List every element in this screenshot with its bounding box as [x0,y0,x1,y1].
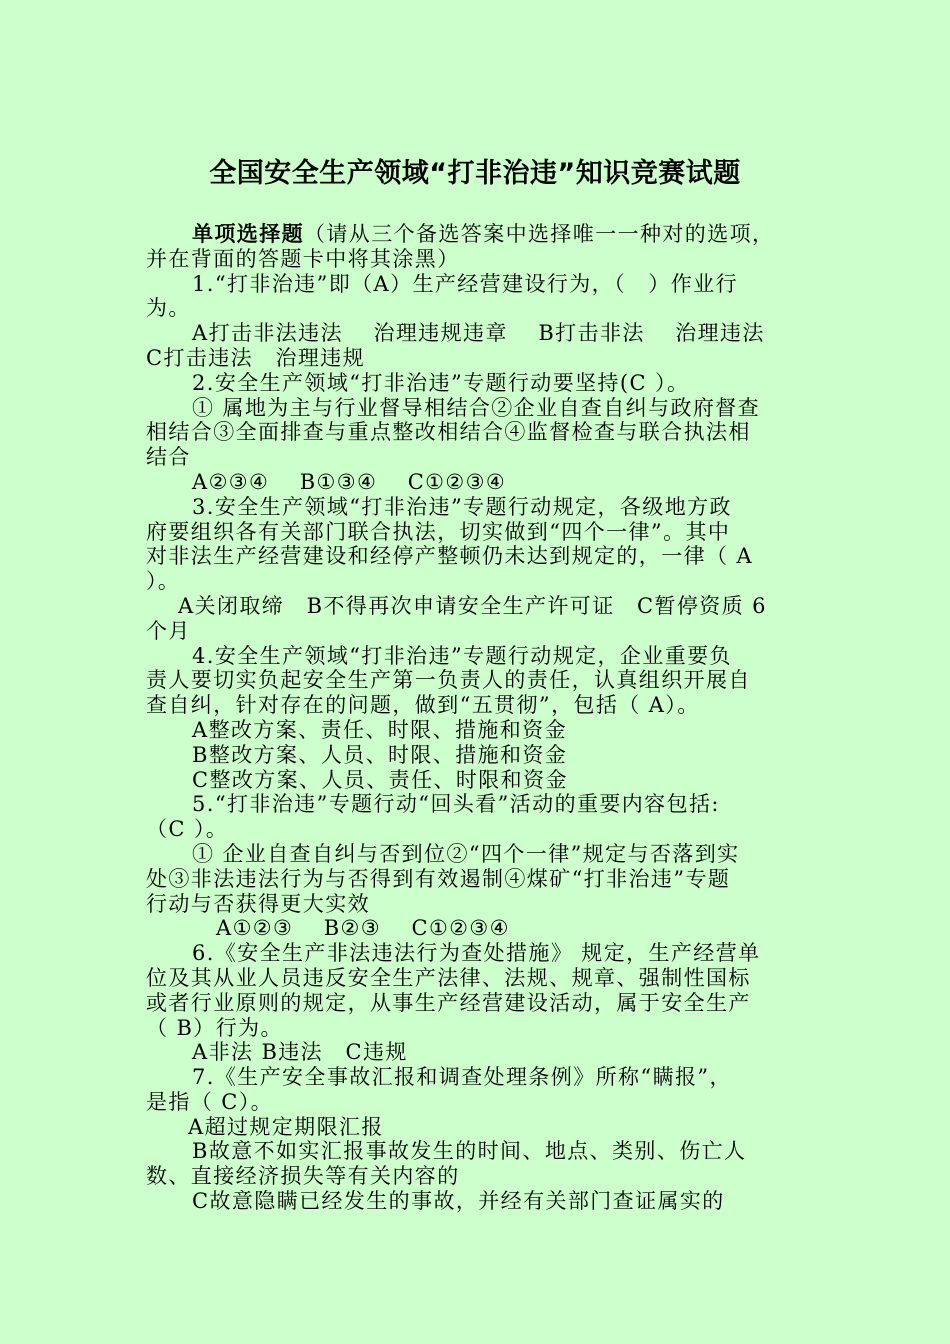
question-5-items-cont: 处③非法违法行为与否得到有效遏制④煤矿“打非治违”专题 [146,866,731,891]
question-6-stem: 6.《安全生产非法违法行为查处措施》 规定，生产经营单 [192,941,761,966]
question-4-option-b: B整改方案、人员、时限、措施和资金 [192,742,568,767]
section-label: 单项选择题 [192,222,304,246]
question-5-items: ① 企业自查自纠与否到位②“四个一律”规定与否落到实 [192,841,740,866]
question-7-option-b-cont: 数、直接经济损失等有关内容的 [146,1164,460,1189]
question-body [146,222,808,1214]
question-1-stem-cont: 为。 [146,296,191,321]
question-3-options: A关闭取缔 B不得再次申请安全生产许可证 C暂停资质 6 [178,593,767,618]
question-4-stem: 4.安全生产领域“打非治违”专题行动规定，企业重要负 [192,643,732,668]
question-5-stem-cont: （C ）。 [146,817,229,842]
question-2-items: ① 属地为主与行业督导相结合②企业自查自纠与政府督查 [192,395,761,420]
question-7-option-b: B故意不如实汇报事故发生的时间、地点、类别、伤亡人 [192,1139,747,1164]
question-5-items-end: 行动与否获得更大实效 [146,891,370,916]
question-6-stem-cont: 位及其从业人员违反安全生产法律、法规、规章、强制性国标 [146,965,751,990]
question-6-options: A非法 B违法 C违规 [192,1040,408,1065]
section-heading [146,222,808,247]
question-1-options-cont: C打击违法 治理违规 [146,345,366,370]
question-4-option-a: A整改方案、责任、时限、措施和资金 [192,717,567,742]
question-7-stem: 7.《生产安全事故汇报和调查处理条例》所称“瞒报”， [192,1065,732,1090]
question-1-stem: 1.“打非治违”即（A）生产经营建设行为，（ ）作业行 [192,271,738,296]
question-5-stem: 5.“打非治违”专题行动“回头看”活动的重要内容包括: [192,792,720,817]
question-7-option-a: A超过规定期限汇报 [188,1114,384,1139]
question-3-stem-end: ）。 [146,569,181,594]
question-3-options-cont: 个月 [146,618,191,643]
document-title: 全国安全生产领域“打非治违”知识竞赛试题 [209,158,741,189]
question-3-stem: 3.安全生产领域“打非治违”专题行动规定，各级地方政 [192,494,732,519]
question-5-options: A①②③ B②③ C①②③④ [216,916,510,941]
question-2-stem: 2.安全生产领域“打非治违”专题行动要坚持(C ）。 [192,370,690,395]
question-7-option-c: C故意隐瞒已经发生的事故，并经有关部门查证属实的 [192,1189,725,1214]
question-4-stem-cont: 责人要切实负起安全生产第一负责人的责任，认真组织开展自 [146,668,751,693]
question-2-options: A②③④ B①③④ C①②③④ [192,469,507,494]
section-note: （请从三个备选答案中选择唯一一种对的选项， [304,222,775,246]
question-3-stem-cont: 对非法生产经营建设和经停产整顿仍未达到规定的，一律（ A [146,544,754,569]
question-6-stem-end: （ B）行为。 [146,1015,283,1040]
question-6-stem-cont: 或者行业原则的规定，从事生产经营建设活动，属于安全生产 [146,990,751,1015]
question-7-stem-cont: 是指（ C）。 [146,1089,274,1114]
section-note-continued: 并在背面的答题卡中将其涂黑） [146,246,460,271]
question-4-stem-end: 查自纠，针对存在的问题，做到“五贯彻”，包括（ A）。 [146,693,700,718]
question-2-items-cont: 相结合③全面排查与重点整改相结合④监督检查与联合执法相 [146,420,751,445]
question-4-option-c: C整改方案、人员、责任、时限和资金 [192,767,568,792]
question-1-options: A打击非法违法 治理违规违章 B打击非法 治理违法 [192,321,765,346]
question-3-stem-cont: 府要组织各有关部门联合执法，切实做到“四个一律”。其中 [146,519,731,544]
question-2-items-end: 结合 [146,445,191,470]
